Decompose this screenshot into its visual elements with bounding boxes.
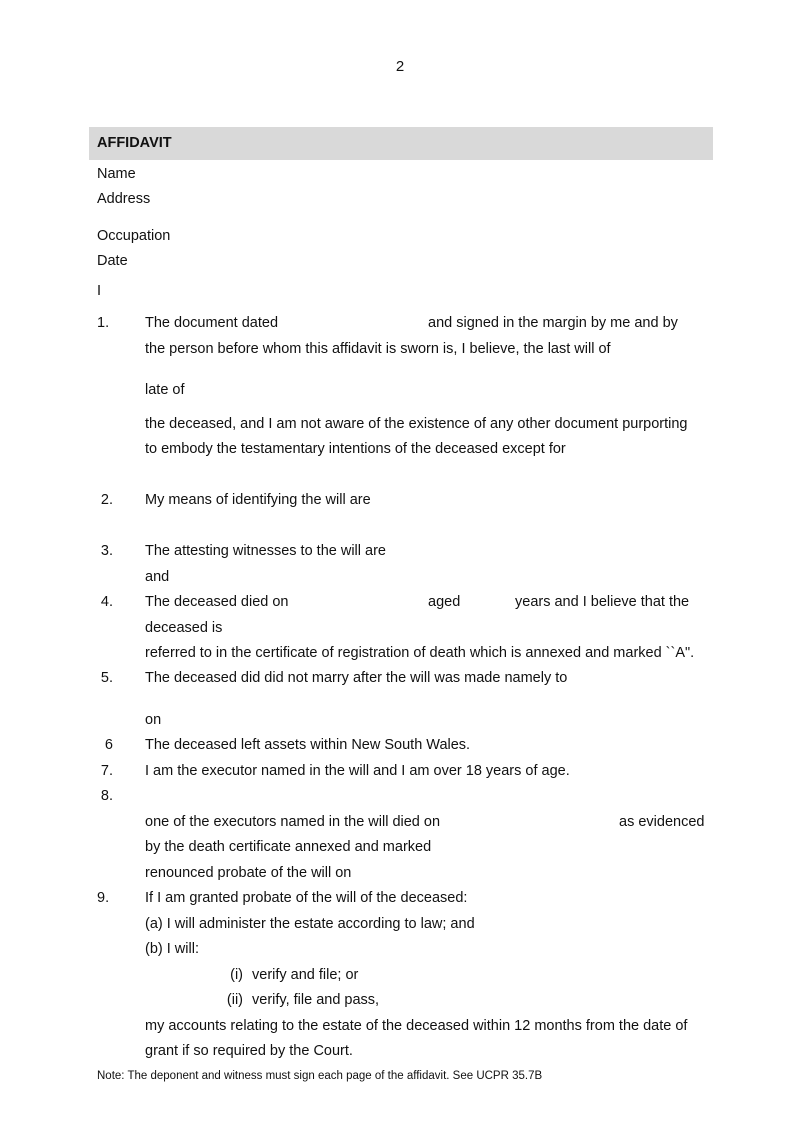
deponent-label: I [97,283,102,299]
para4-text: aged [428,594,461,610]
para9-roman-i-text: verify and file; or [252,967,359,983]
para9-roman-ii-number: (ii) [226,992,243,1008]
para9-text: If I am granted probate of the will of the deceased: [145,890,468,906]
para5-text: The deceased did did not marry after the will was made namely to [145,670,568,686]
para8-text: by the death certificate annexed and marked [145,839,432,855]
para1-text: to embody the testamentary intentions of the deceased except for [145,441,566,457]
para1-text: The document dated [145,315,279,331]
para9-text: my accounts relating to the estate of the deceased within 12 months from the date of [145,1018,688,1034]
para4-text: years and I believe that the [515,594,690,610]
para3-text: and [145,569,170,585]
para8-text: as evidenced [619,814,705,830]
para9-roman-i-number: (i) [230,967,243,983]
para5-text: on [145,712,162,728]
footer-note: Note: The deponent and witness must sign each page of the affidavit. See UCPR 35.7B [97,1070,543,1082]
affidavit-heading-band [89,127,713,160]
field-name-label: Name [97,166,136,182]
para8-text: one of the executors named in the will died on [145,814,441,830]
para6-text: The deceased left assets within New South Wales. [145,737,471,753]
para8-text: renounced probate of the will on [145,865,352,881]
para3-text: The attesting witnesses to the will are [145,543,386,559]
para5-number: 5. [100,670,113,686]
para4-number: 4. [100,594,113,610]
para2-text: My means of identifying the will are [145,492,371,508]
para9-roman-ii-text: verify, file and pass, [252,992,380,1008]
para6-number: 6 [104,737,113,753]
page-number: 2 [395,58,405,75]
para9-subitem-b: (b) I will: [145,941,199,957]
para7-number: 7. [100,763,113,779]
field-occupation-label: Occupation [97,228,171,244]
para9-subitem-a: (a) I will administer the estate according to law; and [145,916,475,932]
field-date-label: Date [97,253,128,269]
affidavit-heading: AFFIDAVIT [97,135,172,151]
para1-text: the person before whom this affidavit is sworn is, I believe, the last will of [145,341,611,357]
para4-text: deceased is [145,620,223,636]
para7-text: I am the executor named in the will and I am over 18 years of age. [145,763,570,779]
para8-number: 8. [100,788,113,804]
para1-text: the deceased, and I am not aware of the existence of any other document purporting [145,416,688,432]
para1-text: late of [145,382,185,398]
field-address-label: Address [97,191,151,207]
para4-text: referred to in the certificate of registration of death which is annexed and marked ``A". [145,645,695,661]
para2-number: 2. [100,492,113,508]
para4-text: The deceased died on [145,594,289,610]
para1-number: 1. [97,315,110,331]
para9-number: 9. [97,890,110,906]
para9-text: grant if so required by the Court. [145,1043,353,1059]
para1-text: and signed in the margin by me and by [428,315,678,331]
para3-number: 3. [100,543,113,559]
